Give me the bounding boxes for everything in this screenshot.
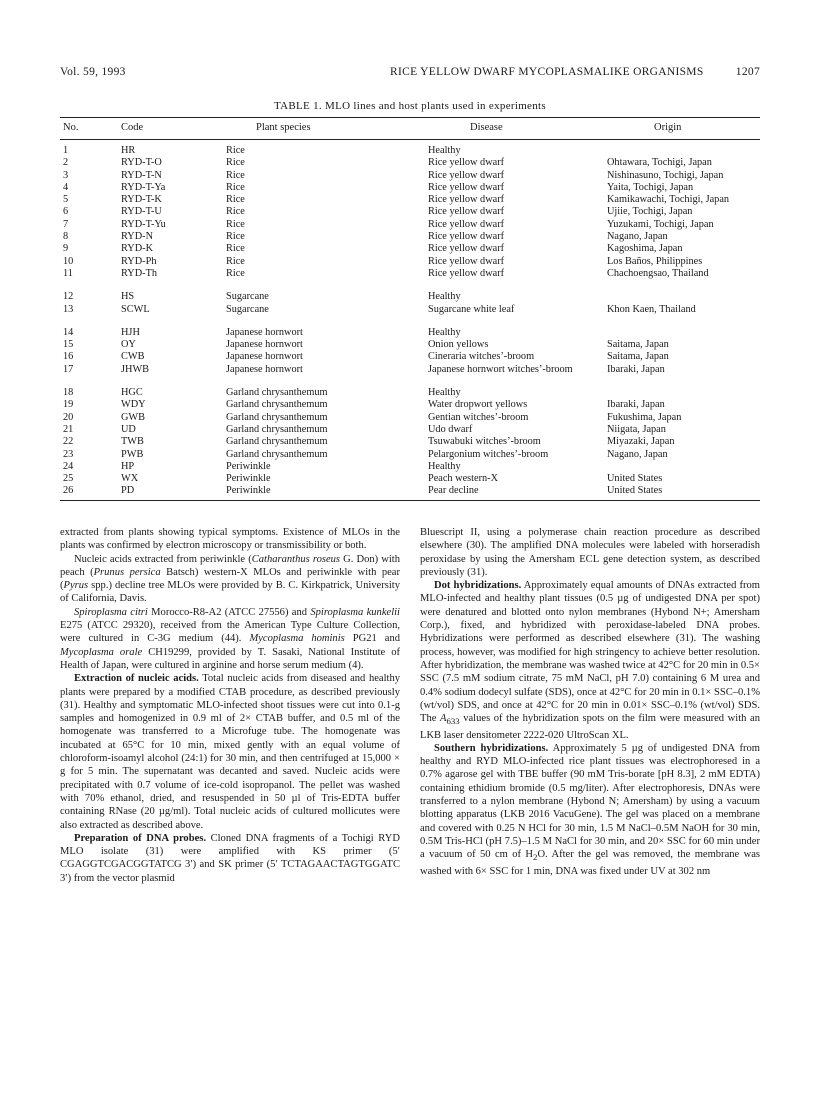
header-code: Code xyxy=(121,122,144,133)
table-header-rule xyxy=(60,139,760,140)
header-disease: Disease xyxy=(470,122,503,133)
cell-no: 5 xyxy=(63,194,69,206)
cell-code: JHWB xyxy=(121,363,150,375)
cell-plant-species: Rice xyxy=(226,157,245,169)
cell-disease: Rice yellow dwarf xyxy=(428,181,505,193)
cell-disease: Rice yellow dwarf xyxy=(428,255,505,267)
cell-code: RYD-T-Yu xyxy=(121,218,166,230)
cell-origin: Nagano, Japan xyxy=(607,448,668,460)
table-row xyxy=(60,473,760,485)
paragraph xyxy=(420,742,760,878)
text-run: E275 (ATCC 29320), received from the American Type Culture Collection, were cultured in C-3G medium (44). xyxy=(60,620,400,645)
cell-code: WX xyxy=(121,473,139,485)
cell-disease: Pear decline xyxy=(428,485,479,497)
cell-plant-species: Rice xyxy=(226,267,245,279)
cell-no: 16 xyxy=(63,351,74,363)
cell-disease: Rice yellow dwarf xyxy=(428,231,505,243)
cell-no: 19 xyxy=(63,399,74,411)
cell-plant-species: Garland chrysanthemum xyxy=(226,436,328,448)
cell-code: RYD-T-U xyxy=(121,206,162,218)
cell-no: 4 xyxy=(63,181,69,193)
table-row xyxy=(60,219,760,231)
text-run: O. After the gel was removed, the membrane was washed with 6× SSC for 1 min, DNA was fixed under UV at 302 nm xyxy=(420,849,760,877)
table-row xyxy=(60,304,760,316)
cell-code: OY xyxy=(121,339,136,351)
text-run: CH19299, provided by T. Sasaki, National Institute of Health of Japan, were cultured in arginine and horse serum medium (4). xyxy=(60,646,401,671)
cell-code: RYD-T-N xyxy=(121,169,162,181)
species-name: Mycoplasma hominis xyxy=(249,633,345,645)
text-run: PG21 and xyxy=(344,633,400,645)
running-head xyxy=(60,66,760,82)
cell-origin: Khon Kaen, Thailand xyxy=(607,303,696,315)
table-row xyxy=(60,436,760,448)
cell-no: 12 xyxy=(63,291,74,303)
cell-disease: Rice yellow dwarf xyxy=(428,206,505,218)
absorbance-symbol: A xyxy=(440,713,447,725)
cell-origin: Fukushima, Japan xyxy=(607,411,682,423)
cell-origin: Kagoshima, Japan xyxy=(607,243,683,255)
cell-no: 13 xyxy=(63,303,74,315)
species-name: Pyrus xyxy=(63,580,89,592)
table-row xyxy=(60,291,760,303)
table-row xyxy=(60,145,760,157)
cell-no: 18 xyxy=(63,387,74,399)
cell-disease: Sugarcane white leaf xyxy=(428,303,515,315)
table-row xyxy=(60,461,760,473)
cell-no: 6 xyxy=(63,206,69,218)
cell-disease: Rice yellow dwarf xyxy=(428,157,505,169)
text-run: Batsch) western-X MLOs and periwinkle with pear ( xyxy=(60,566,400,592)
table-row xyxy=(60,351,760,363)
cell-disease: Onion yellows xyxy=(428,339,489,351)
paragraph xyxy=(60,606,400,672)
cell-origin: Saitama, Japan xyxy=(607,351,669,363)
table-row xyxy=(60,387,760,399)
paragraph xyxy=(420,579,760,742)
cell-origin: Nishinasuno, Tochigi, Japan xyxy=(607,169,724,181)
cell-origin: Niigata, Japan xyxy=(607,423,666,435)
cell-origin: Miyazaki, Japan xyxy=(607,436,675,448)
cell-disease: Healthy xyxy=(428,326,461,338)
text-run: Cloned DNA fragments of a Tochigi RYD MLO isolate (31) were amplified with KS primer (5′ CGAGGTCGACGGTATCG 3′) and SK primer (5′ TCTAGAACTAGTGGATC 3′) from the vector plasmid xyxy=(60,832,400,884)
table-row xyxy=(60,424,760,436)
cell-no: 1 xyxy=(63,145,69,156)
cell-plant-species: Garland chrysanthemum xyxy=(226,411,328,423)
cell-origin: United States xyxy=(607,473,663,485)
cell-no: 15 xyxy=(63,339,74,351)
paragraph xyxy=(60,832,400,885)
cell-origin: Ujiie, Tochigi, Japan xyxy=(607,206,693,218)
cell-plant-species: Rice xyxy=(226,169,245,181)
species-name: Mycoplasma orale xyxy=(60,646,143,658)
cell-disease: Gentian witches’-broom xyxy=(428,411,529,423)
volume-label: Vol. 59, 1993 xyxy=(60,66,126,78)
cell-plant-species: Periwinkle xyxy=(226,460,271,472)
cell-origin: Ibaraki, Japan xyxy=(607,363,665,375)
section-heading: Extraction of nucleic acids. xyxy=(74,673,199,685)
header-no: No. xyxy=(63,122,79,133)
cell-no: 20 xyxy=(63,411,74,423)
text-run: Nucleic acids extracted from periwinkle ( xyxy=(74,553,252,565)
cell-code: GWB xyxy=(121,411,146,423)
table-row xyxy=(60,231,760,243)
cell-disease: Pelargonium witches’-broom xyxy=(428,448,549,460)
table-row xyxy=(60,243,760,255)
cell-plant-species: Sugarcane xyxy=(226,303,269,315)
table-row xyxy=(60,157,760,169)
cell-no: 7 xyxy=(63,218,69,230)
cell-plant-species: Garland chrysanthemum xyxy=(226,423,328,435)
cell-no: 11 xyxy=(63,267,73,279)
species-name: Catharanthus roseus xyxy=(251,553,341,565)
cell-code: PD xyxy=(121,485,135,497)
cell-plant-species: Rice xyxy=(226,145,245,156)
cell-code: RYD-T-K xyxy=(121,194,162,206)
cell-code: SCWL xyxy=(121,303,150,315)
cell-disease: Healthy xyxy=(428,387,461,399)
species-name: Prunus persica xyxy=(93,566,161,578)
cell-code: TWB xyxy=(121,436,144,448)
cell-disease: Udo dwarf xyxy=(428,423,473,435)
cell-plant-species: Rice xyxy=(226,218,245,230)
cell-disease: Japanese hornwort witches’-broom xyxy=(428,363,573,375)
section-heading: Preparation of DNA probes. xyxy=(74,832,206,844)
header-origin: Origin xyxy=(654,122,682,133)
paragraph xyxy=(60,672,400,832)
table-body xyxy=(60,145,760,498)
cell-code: RYD-Ph xyxy=(121,255,157,267)
section-heading: Dot hybridizations. xyxy=(434,580,522,592)
table-row xyxy=(60,327,760,339)
cell-no: 26 xyxy=(63,485,74,497)
cell-plant-species: Rice xyxy=(226,255,245,267)
table-row xyxy=(60,268,760,280)
cell-code: HJH xyxy=(121,326,140,338)
cell-plant-species: Rice xyxy=(226,243,245,255)
table-row xyxy=(60,449,760,461)
text-run: G. Don) with peach ( xyxy=(60,553,400,578)
cell-origin: Yuzukami, Tochigi, Japan xyxy=(607,218,714,230)
table-bottom-rule xyxy=(60,500,760,501)
cell-plant-species: Periwinkle xyxy=(226,485,271,497)
right-text-column xyxy=(420,526,760,878)
table-row xyxy=(60,194,760,206)
text-run: Approximately equal amounts of DNAs extracted from MLO-infected and healthy plant tissues (0.5 µg of undigested DNA per spot) were denatured and blotted onto nylon membranes (Hybond N+; Amersham Corp.), fixed, and hybridized with peroxidase-labeled DNA probes. Hybridizations were performed as described elsewhere (31). The washing process, however, was modified for high stringency to achieve better resolution. After hybridization, the membrane was washed twice at 42°C for 20 min in 0.5× SSC (7.5 mM sodium citrate, 75 mM NaCl, pH 7.0) containing 6 M urea and 0.4% sodium dodecyl sulfate (SDS), once at 42°C for 20 min in 0.1× SSC–0.1% (wt/vol) SDS, and once at 42°C for 20 min in 0.01× SSC–0.1% (wt/vol) SDS. The xyxy=(420,580,760,725)
text-run: spp.) decline tree MLOs were provided by B. C. Kirkpatrick, University of California, Davis. xyxy=(60,580,400,605)
cell-disease: Healthy xyxy=(428,145,461,156)
table-row xyxy=(60,206,760,218)
table-row xyxy=(60,182,760,194)
cell-plant-species: Japanese hornwort xyxy=(226,363,303,375)
text-run: Morocco-R8-A2 (ATCC 27556) and xyxy=(147,606,311,618)
table-header-row xyxy=(60,122,760,138)
table-row xyxy=(60,485,760,497)
cell-origin: Nagano, Japan xyxy=(607,231,668,243)
cell-no: 24 xyxy=(63,460,74,472)
cell-plant-species: Sugarcane xyxy=(226,291,269,303)
table-row xyxy=(60,399,760,411)
table-row xyxy=(60,256,760,268)
cell-disease: Peach western-X xyxy=(428,473,499,485)
cell-origin: Kamikawachi, Tochigi, Japan xyxy=(607,194,730,206)
cell-disease: Healthy xyxy=(428,291,461,303)
paragraph: extracted from plants showing typical symptoms. Existence of MLOs in the plants was confirmed by electron microscopy or transmissibility or both. xyxy=(60,527,400,552)
cell-no: 25 xyxy=(63,473,74,485)
cell-code: RYD-T-Ya xyxy=(121,181,166,193)
cell-no: 23 xyxy=(63,448,74,460)
cell-disease: Rice yellow dwarf xyxy=(428,267,505,279)
cell-no: 14 xyxy=(63,326,74,338)
cell-plant-species: Japanese hornwort xyxy=(226,351,303,363)
cell-plant-species: Rice xyxy=(226,194,245,206)
cell-origin: Ibaraki, Japan xyxy=(607,399,665,411)
text-run: Total nucleic acids from diseased and healthy plants were prepared by a modified CTAB procedure, as described previously (31). Healthy and symptomatic MLO-infected shoot tissues were cut into 0.1-g samples and homogenized in 0.9 ml of 2× CTAB buffer, and 0.5 ml of the homogenate was transferred to a Microfuge tube. The homogenate was incubated at 65°C for 10 min, mixed gently with an equal volume of chloroform-isoamyl alcohol (24:1) for 30 min, and then centrifuged at 15,000 × g for 5 min. The supernatant was decanted and saved. Nucleic acids were precipitated with 0.7 volume of ice-cold isopropanol. The pellet was washed with 70% ethanol, dried, and resuspended in 50 µl of Tris-EDTA buffer containing RNase (20 µg/ml). Total nucleic acids of cultured mollicutes were also extracted as described above. xyxy=(60,673,400,831)
cell-code: RYD-K xyxy=(121,243,154,255)
cell-no: 8 xyxy=(63,231,69,243)
species-name: Spiroplasma citri xyxy=(74,606,148,618)
header-plant-species: Plant species xyxy=(256,122,311,133)
cell-disease: Rice yellow dwarf xyxy=(428,194,505,206)
cell-code: RYD-N xyxy=(121,231,154,243)
table-top-rule xyxy=(60,117,760,118)
cell-code: WDY xyxy=(121,399,146,411)
cell-plant-species: Periwinkle xyxy=(226,473,271,485)
species-name: Spiroplasma kunkelii xyxy=(310,606,400,618)
cell-code: HP xyxy=(121,460,135,472)
cell-plant-species: Garland chrysanthemum xyxy=(226,448,328,460)
cell-plant-species: Garland chrysanthemum xyxy=(226,387,328,399)
text-run: values of the hybridization spots on the film were measured with an LKB laser densitometer 2222-020 UltroScan XL. xyxy=(420,713,760,741)
page-number: 1207 xyxy=(735,66,760,78)
cell-plant-species: Rice xyxy=(226,206,245,218)
paragraph xyxy=(60,553,400,606)
cell-disease: Rice yellow dwarf xyxy=(428,169,505,181)
cell-no: 17 xyxy=(63,363,74,375)
cell-code: HR xyxy=(121,145,136,156)
cell-disease: Rice yellow dwarf xyxy=(428,243,505,255)
cell-code: RYD-T-O xyxy=(121,157,162,169)
cell-no: 22 xyxy=(63,436,74,448)
table-row xyxy=(60,364,760,376)
table-title: TABLE 1. MLO lines and host plants used in experiments xyxy=(274,100,546,112)
cell-no: 2 xyxy=(63,157,69,169)
cell-no: 10 xyxy=(63,255,74,267)
cell-origin: Saitama, Japan xyxy=(607,339,669,351)
absorbance-subscript: 633 xyxy=(446,716,460,727)
section-heading: Southern hybridizations. xyxy=(434,742,549,754)
cell-origin: Chachoengsao, Thailand xyxy=(607,267,709,279)
cell-disease: Healthy xyxy=(428,460,461,472)
cell-origin: Yaita, Tochigi, Japan xyxy=(607,181,694,193)
running-title: RICE YELLOW DWARF MYCOPLASMALIKE ORGANISMS xyxy=(390,66,704,78)
cell-no: 3 xyxy=(63,169,69,181)
cell-origin: United States xyxy=(607,485,663,497)
text-run: Approximately 5 µg of undigested DNA from healthy and RYD MLO-infected rice plant tissues was electrophoresed in a 0.7% agarose gel with TBE buffer (90 mM Tris-borate [pH 8.3], 2 mM EDTA) containing ethidium bromide (0.5 mg/liter). After electrophoresis, DNAs were transferred to a nylon membrane (Hybond N; Amersham) by using a vacuum blotting apparatus (LKB 2016 VacuGene). The gel was placed on a membrane and covered with 0.25 N HCl for 30 min, 1.5 M NaCl–0.5M NaOH for 30 min, 0.5M Tris-HCl (pH 7.5)–1.5 M NaCl for 30 min, and 20× SSC for 60 min under a vacuum of 50 cm of H xyxy=(420,742,760,861)
cell-code: HGC xyxy=(121,387,143,399)
left-text-column xyxy=(60,526,400,885)
cell-disease: Cineraria witches’-broom xyxy=(428,351,535,363)
cell-origin: Los Baños, Philippines xyxy=(607,255,703,267)
cell-no: 21 xyxy=(63,423,74,435)
cell-plant-species: Rice xyxy=(226,231,245,243)
cell-plant-species: Japanese hornwort xyxy=(226,339,303,351)
cell-plant-species: Japanese hornwort xyxy=(226,326,303,338)
table-row xyxy=(60,339,760,351)
cell-disease: Rice yellow dwarf xyxy=(428,218,505,230)
cell-code: CWB xyxy=(121,351,145,363)
cell-plant-species: Garland chrysanthemum xyxy=(226,399,328,411)
cell-disease: Water dropwort yellows xyxy=(428,399,528,411)
cell-disease: Tsuwabuki witches’-broom xyxy=(428,436,541,448)
cell-no: 9 xyxy=(63,243,69,255)
cell-code: PWB xyxy=(121,448,144,460)
cell-code: UD xyxy=(121,423,136,435)
cell-origin: Ohtawara, Tochigi, Japan xyxy=(607,157,712,169)
table-row xyxy=(60,412,760,424)
table-row xyxy=(60,170,760,182)
cell-plant-species: Rice xyxy=(226,181,245,193)
subscript: 2 xyxy=(533,852,538,863)
cell-code: RYD-Th xyxy=(121,267,158,279)
paragraph: Bluescript II, using a polymerase chain reaction procedure as described elsewhere (30). The amplified DNA molecules were labeled with horseradish peroxidase by using the Amersham ECL gene detection system, as described previously (31). xyxy=(420,527,760,578)
cell-code: HS xyxy=(121,291,135,303)
